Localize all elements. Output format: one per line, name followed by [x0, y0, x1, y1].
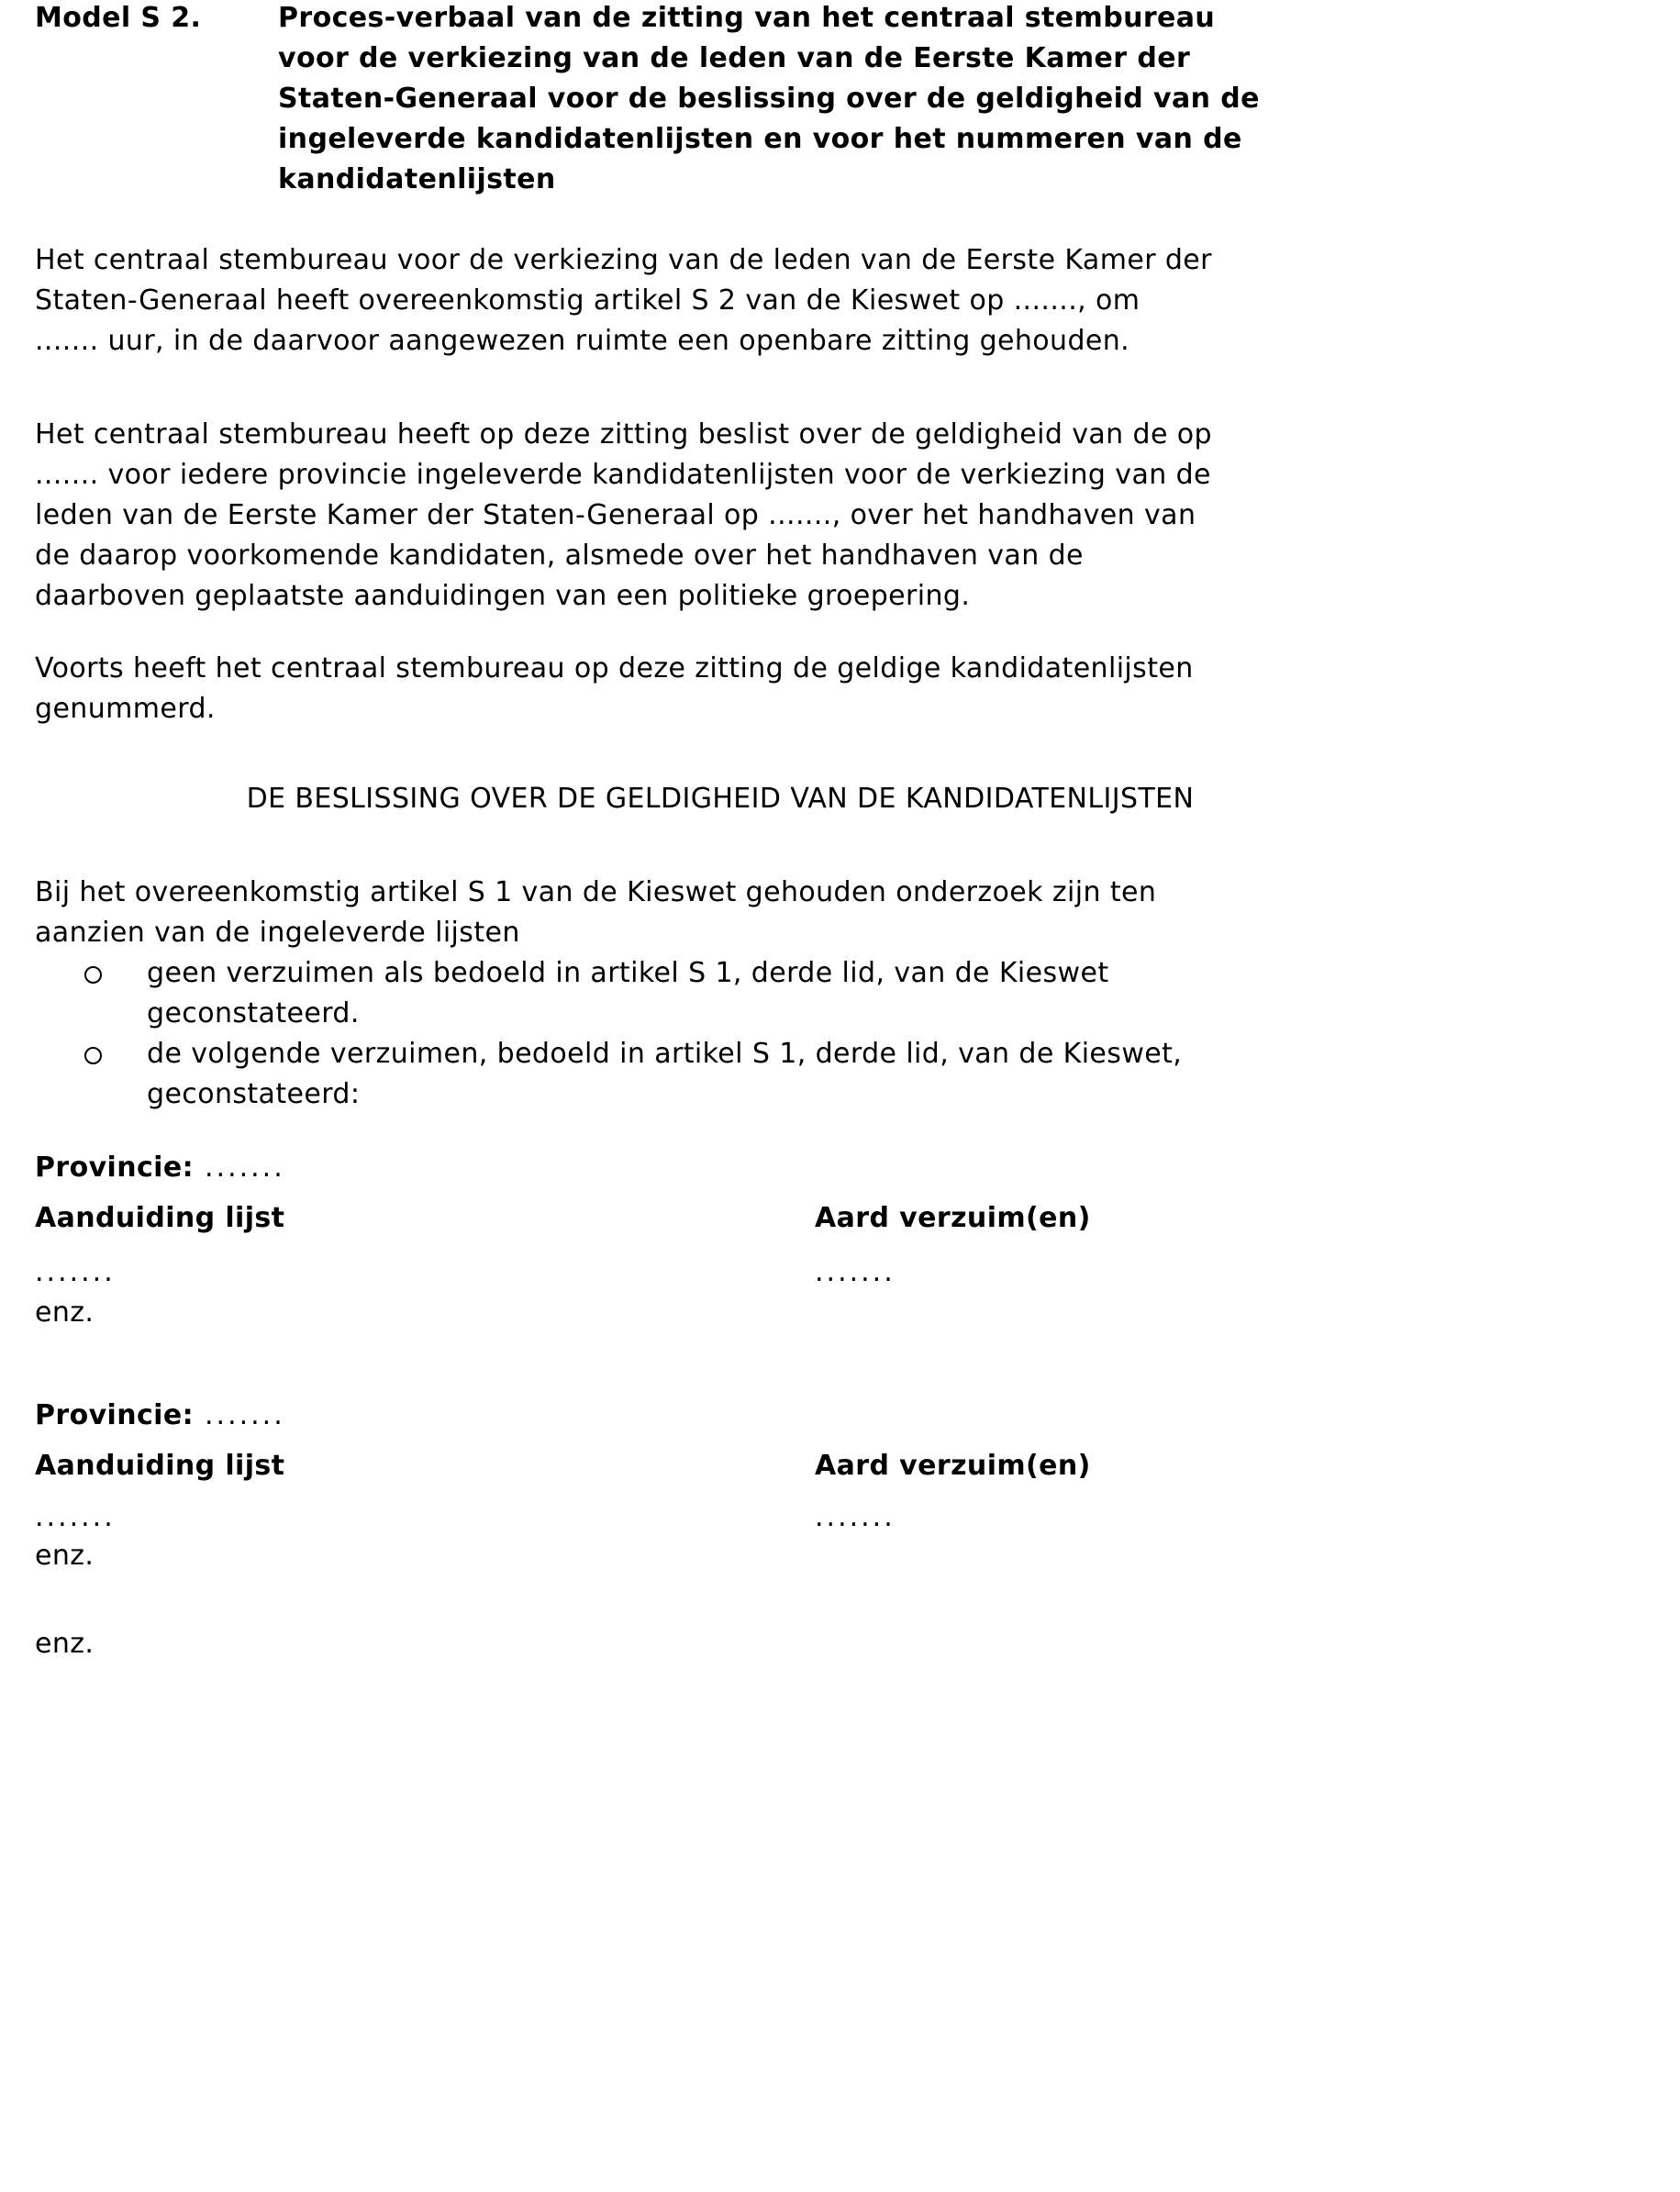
column-header-aard-verzuim: Aard verzuim(en): [815, 1202, 1091, 1234]
province-value-dots: .......: [205, 1152, 285, 1184]
column-header-aard-verzuim: Aard verzuim(en): [815, 1450, 1091, 1482]
text-line: Bij het overeenkomstig artikel S 1 van de Kieswet gehouden onderzoek zijn ten: [35, 876, 1157, 908]
column-header-aanduiding-lijst: Aanduiding lijst: [35, 1202, 285, 1234]
title-line: ingeleverde kandidatenlijsten en voor het nummeren van de: [278, 123, 1242, 155]
option-text-line: geconstateerd.: [147, 997, 360, 1029]
title-line: voor de verkiezing van de leden van de Eerste Kamer der: [278, 42, 1191, 74]
text-line: Het centraal stembureau voor de verkiezing van de leden van de Eerste Kamer der: [35, 244, 1212, 276]
model-label: Model S 2.: [35, 2, 202, 34]
text-line: de daarop voorkomende kandidaten, alsmede over het handhaven van de: [35, 540, 1084, 572]
paragraph-session-opening: [35, 240, 1212, 362]
paragraph-decision-validity: [35, 415, 1212, 617]
province-label: Provincie:: [35, 1399, 194, 1431]
text-line: aanzien van de ingeleverde lijsten: [35, 917, 520, 949]
option-text-line: de volgende verzuimen, bedoeld in artikel S 1, derde lid, van de Kieswet,: [147, 1038, 1183, 1070]
text-line: leden van de Eerste Kamer der Staten-Generaal op ......., over het handhaven van: [35, 499, 1196, 531]
aard-verzuim-entry-dots: .......: [815, 1501, 896, 1533]
paragraph-examination: [35, 873, 1156, 953]
aard-verzuim-entry-dots: .......: [815, 1256, 896, 1288]
option-text-line: geen verzuimen als bedoeld in artikel S 1, derde lid, van de Kieswet: [147, 957, 1109, 989]
province-label: Provincie:: [35, 1152, 194, 1184]
title-line: kandidatenlijsten: [278, 163, 556, 195]
text-line: ....... voor iedere provincie ingeleverde kandidatenlijsten voor de verkiezing van de: [35, 459, 1211, 491]
text-line: daarboven geplaatste aanduidingen van een politieke groepering.: [35, 580, 971, 612]
option-item-no-omissions: [147, 953, 1109, 1034]
title-line: Staten-Generaal voor de beslissing over de geldigheid van de: [278, 83, 1260, 115]
text-line: Voorts heeft het centraal stembureau op deze zitting de geldige kandidatenlijsten: [35, 652, 1194, 684]
etcetera-label: enz.: [35, 1296, 95, 1329]
option-text-line: geconstateerd:: [147, 1078, 361, 1110]
text-line: ....... uur, in de daarvoor aangewezen ruimte een openbare zitting gehouden.: [35, 325, 1130, 357]
province-label-row: [35, 1396, 285, 1436]
paragraph-numbering: [35, 649, 1194, 729]
option-circle-icon: [84, 1047, 102, 1064]
closing-etcetera-label: enz.: [35, 1628, 95, 1660]
aanduiding-lijst-entry-dots: .......: [35, 1501, 116, 1533]
province-label-row: [35, 1148, 285, 1188]
document-title: [278, 0, 1260, 200]
text-line: Staten-Generaal heeft overeenkomstig artikel S 2 van de Kieswet op ......., om: [35, 284, 1140, 317]
text-line: Het centraal stembureau heeft op deze zitting beslist over de geldigheid van de op: [35, 418, 1212, 451]
option-item-omissions-found: [147, 1034, 1182, 1115]
province-value-dots: .......: [205, 1399, 285, 1431]
title-line: Proces-verbaal van de zitting van het centraal stembureau: [278, 2, 1216, 34]
text-line: genummerd.: [35, 693, 216, 725]
column-header-aanduiding-lijst: Aanduiding lijst: [35, 1450, 285, 1482]
etcetera-label: enz.: [35, 1540, 95, 1572]
aanduiding-lijst-entry-dots: .......: [35, 1256, 116, 1288]
option-circle-icon: [84, 966, 102, 984]
section-heading: DE BESLISSING OVER DE GELDIGHEID VAN DE KANDIDATENLIJSTEN: [246, 783, 1195, 815]
